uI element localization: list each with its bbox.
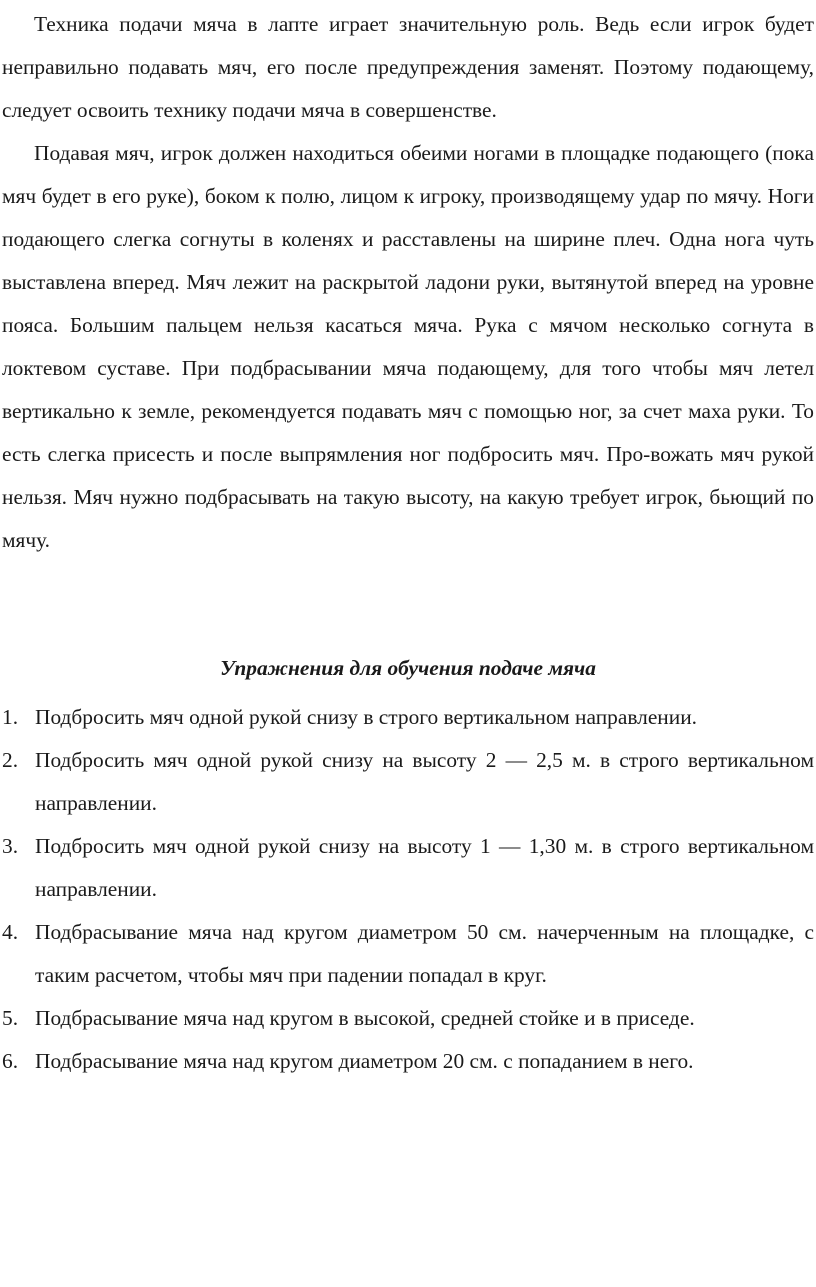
list-item-number: 6. bbox=[2, 1049, 19, 1073]
exercise-list bbox=[0, 696, 814, 1083]
section-heading: Упражнения для обучения подаче мяча bbox=[220, 656, 596, 680]
list-item-text: Подбрасывание мяча над кругом диаметром 20 см. с попаданием в него. bbox=[35, 1049, 694, 1073]
list-item bbox=[0, 696, 814, 739]
list-item-number: 4. bbox=[2, 920, 19, 944]
paragraph-technique: Подавая мяч, игрок должен находиться обеими ногами в площадке подающего (пока мяч будет в его руке), боком к полю, лицом к игроку, производящему удар по мячу. Ноги подающего слегка согнуты в коленях и расставлены на ширине плеч. Одна нога чуть выставлена вперед. Мяч лежит на раскрытой ладони руки, вытянутой вперед на уровне пояса. Большим пальцем нельзя касаться мяча. Рука с мячом несколько согнута в локтевом суставе. При подбрасывании мяча подающему, для того чтобы мяч летел вертикально к земле, рекомендуется подавать мяч с помощью ног, за счет маха руки. То есть слегка присесть и после выпрямления ног подбросить мяч. Про-вожать мяч рукой нельзя. Мяч нужно подбрасывать на такую высоту, на какую требует игрок, бьющий по мячу. bbox=[2, 141, 814, 552]
list-item-text: Подбрасывание мяча над кругом в высокой, средней стойке и в приседе. bbox=[35, 1006, 695, 1030]
list-item bbox=[0, 739, 814, 825]
list-item bbox=[0, 825, 814, 911]
list-item-number: 2. bbox=[2, 748, 19, 772]
list-item-number: 5. bbox=[2, 1006, 19, 1030]
list-item-number: 3. bbox=[2, 834, 19, 858]
list-item bbox=[0, 911, 814, 997]
list-item-number: 1. bbox=[2, 705, 19, 729]
list-item-text: Подбросить мяч одной рукой снизу на высоту 1 — 1,30 м. в строго вертикальном направлении. bbox=[35, 834, 814, 901]
list-item-text: Подбросить мяч одной рукой снизу на высоту 2 — 2,5 м. в строго вертикальном направлении. bbox=[35, 748, 814, 815]
list-item bbox=[0, 1040, 814, 1083]
paragraph-intro: Техника подачи мяча в лапте играет значительную роль. Ведь если игрок будет неправильно подавать мяч, его после предупреждения заменят. Поэтому подающему, следует освоить технику подачи мяча в совершенстве. bbox=[2, 12, 814, 122]
list-item bbox=[0, 997, 814, 1040]
list-item-text: Подбросить мяч одной рукой снизу в строго вертикальном направлении. bbox=[35, 705, 698, 729]
list-item-text: Подбрасывание мяча над кругом диаметром 50 см. начерченным на площадке, с таким расчетом, чтобы мяч при падении попадал в круг. bbox=[35, 920, 814, 987]
